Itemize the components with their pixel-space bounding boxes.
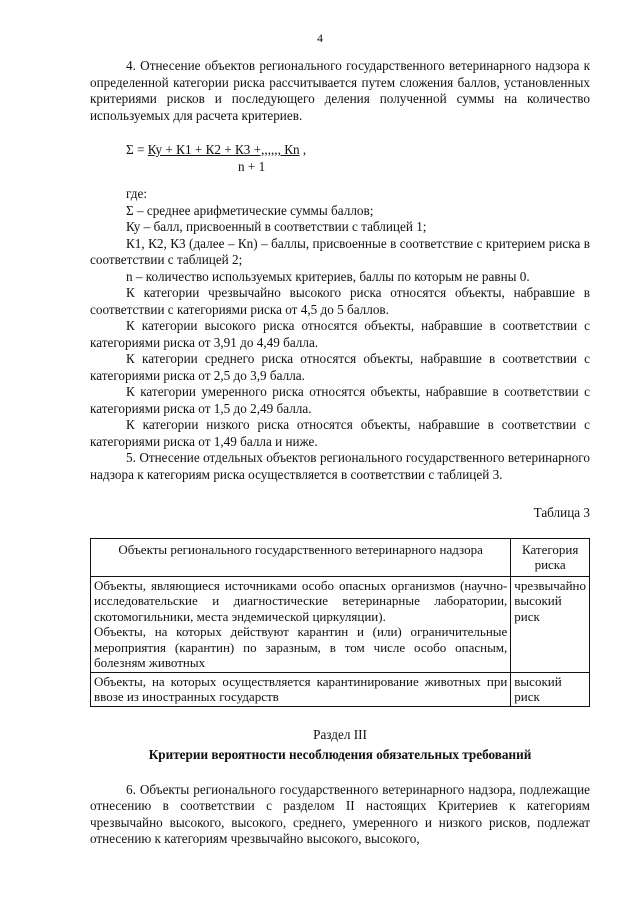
- header-category: Категория риска: [511, 538, 590, 576]
- table-cell-objects: [91, 672, 511, 706]
- object-description: Объекты, на которых действуют карантин и (или) ограничительные мероприятия (карантин) по заразным, в том числе особо опасным, болезням животных: [94, 624, 508, 670]
- page-number: 4: [317, 31, 323, 45]
- definition-n: n – количество используемых критериев, баллы по которым не равны 0.: [126, 268, 530, 284]
- category-moderate: К категории умеренного риска относятся объекты, набравшие в соответствии с категориями риска от 1,5 до 2,49 балла.: [90, 384, 590, 416]
- where-label: где:: [126, 186, 147, 201]
- formula: [90, 142, 590, 176]
- paragraph-6: 6. Объекты регионального государственного ветеринарного надзора, подлежащие отнесению в соответствии с разделом II настоящих Критериев к категориям чрезвычайно высокого, высокого, среднего, умеренного и низкого рисков, подлежат отнесению к категориям чрезвычайно высокого, высокого,: [90, 781, 590, 846]
- formula-numerator: Ку + К1 + К2 + К3 +,,,,,, Кn: [147, 142, 300, 157]
- definition-ky: Ку – балл, присвоенный в соответствии с таблицей 1;: [126, 219, 427, 234]
- section-title: Критерии вероятности несоблюдения обязательных требований: [148, 747, 532, 762]
- definition-sigma: Σ – среднее арифметические суммы баллов;: [126, 202, 374, 218]
- category-high: К категории высокого риска относятся объекты, набравшие в соответствии с категориями риска от 3,91 до 4,49 балла.: [90, 318, 590, 350]
- table-row: [91, 576, 590, 672]
- section-label: Раздел III: [313, 726, 367, 742]
- risk-table: [90, 538, 590, 707]
- formula-denominator: n + 1: [238, 159, 266, 174]
- header-objects: Объекты регионального государственного ветеринарного надзора: [91, 538, 511, 576]
- table-cell-objects: [91, 576, 511, 672]
- table-row: [91, 672, 590, 706]
- formula-suffix: ,: [299, 142, 307, 157]
- object-description: Объекты, являющиеся источниками особо опасных организмов (научно-исследовательские и диагностические ветеринарные лаборатории, скотомогильники, места эндемической циркуляции).: [94, 577, 508, 624]
- category-low: К категории низкого риска относятся объекты, набравшие в соответствии с категориями риска от 1,49 балла и ниже.: [90, 417, 590, 449]
- category-extremely-high: К категории чрезвычайно высокого риска относятся объекты, набравшие в соответствии с категориями риска от 4,5 до 5 баллов.: [90, 285, 590, 317]
- object-description: Объекты, на которых осуществляется карантинирование животных при ввозе из иностранных государств: [94, 673, 508, 704]
- paragraph-5: 5. Отнесение отдельных объектов регионального государственного ветеринарного надзора к категориям риска осуществляется в соответствии с таблицей 3.: [90, 450, 590, 482]
- definition-kn: К1, К2, К3 (далее – Кn) – баллы, присвоенные в соответствие с критерием риска в соответствии с таблицей 2;: [90, 235, 590, 267]
- document-body: [90, 58, 590, 848]
- table-cell-category: чрезвычайно высокий риск: [511, 576, 590, 672]
- formula-prefix: Σ =: [126, 142, 148, 157]
- paragraph-4: 4. Отнесение объектов регионального государственного ветеринарного надзора к определенной категории риска рассчитывается путем сложения баллов, установленных критериями рисков и последующего деления полученной суммы на количество используемых для расчета критериев.: [90, 58, 590, 123]
- category-medium: К категории среднего риска относятся объекты, набравшие в соответствии с категориями риска от 2,5 до 3,9 балла.: [90, 351, 590, 383]
- table-caption: Таблица 3: [533, 505, 590, 520]
- table-cell-category: высокий риск: [511, 672, 590, 706]
- table-header-row: [91, 538, 590, 576]
